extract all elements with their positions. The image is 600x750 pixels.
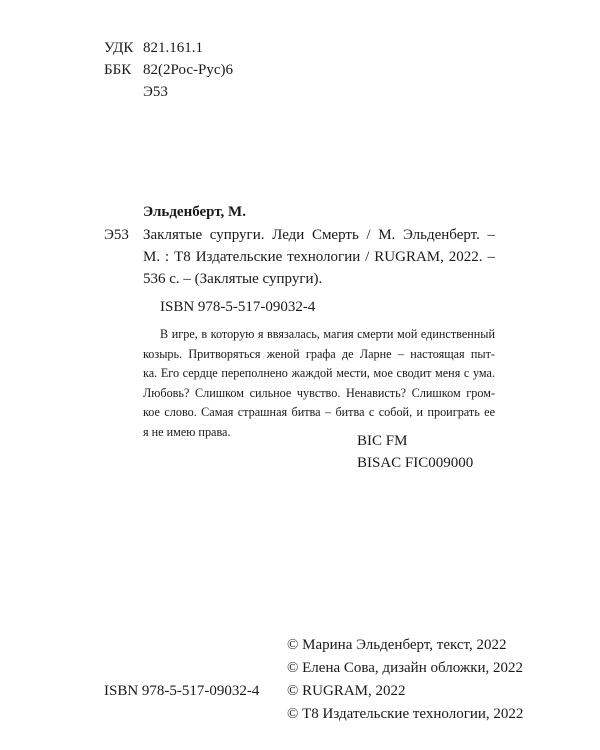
copyright-line: © Елена Сова, дизайн обложки, 2022 <box>287 660 524 676</box>
footer-isbn: ISBN 978-5-517-09032-4 <box>104 683 260 699</box>
annotation-line: В игре, в которую я ввязалась, магия смерти мой единственный <box>160 327 495 341</box>
card-author: Эльденберт, М. <box>143 204 246 220</box>
copyright-line: © Т8 Издательские технологии, 2022 <box>287 706 524 722</box>
annotation-line: козырь. Притворяться женой графа де Ларне – настоящая пыт- <box>143 346 495 361</box>
card-description-line: 536 с. – (Заклятые супруги). <box>143 271 323 287</box>
udk-label: УДК <box>104 40 134 56</box>
annotation-line: Любовь? Слишком сильное чувство. Ненависть? Слишком гром- <box>143 385 495 400</box>
annotation <box>143 325 495 442</box>
bic-code: BIC FM <box>357 433 408 449</box>
author-code: Э53 <box>143 84 168 100</box>
card-description-line: М. : Т8 Издательские технологии / RUGRAM, 2022. – <box>143 249 495 265</box>
annotation-line: кое слово. Самая страшная битва – битва с собой, и проиграть ее <box>143 405 495 419</box>
bisac-code: BISAC FIC009000 <box>357 455 474 471</box>
card-author-code: Э53 <box>104 227 129 243</box>
card-description-line: Заклятые супруги. Леди Смерть / М. Эльденберт. – <box>143 227 495 243</box>
bbk-label: ББК <box>104 62 132 78</box>
copyright-line: © Марина Эльденберт, текст, 2022 <box>287 637 507 653</box>
copyright-line: © RUGRAM, 2022 <box>287 683 406 699</box>
annotation-line: я не имею права. <box>143 424 231 439</box>
bbk-value: 82(2Рос-Рус)6 <box>143 62 233 78</box>
udk-value: 821.161.1 <box>143 40 203 56</box>
card-isbn: ISBN 978-5-517-09032-4 <box>160 299 316 315</box>
annotation-line: ка. Его сердце переполнено жаждой мести, мое сводит меня с ума. <box>143 366 495 380</box>
